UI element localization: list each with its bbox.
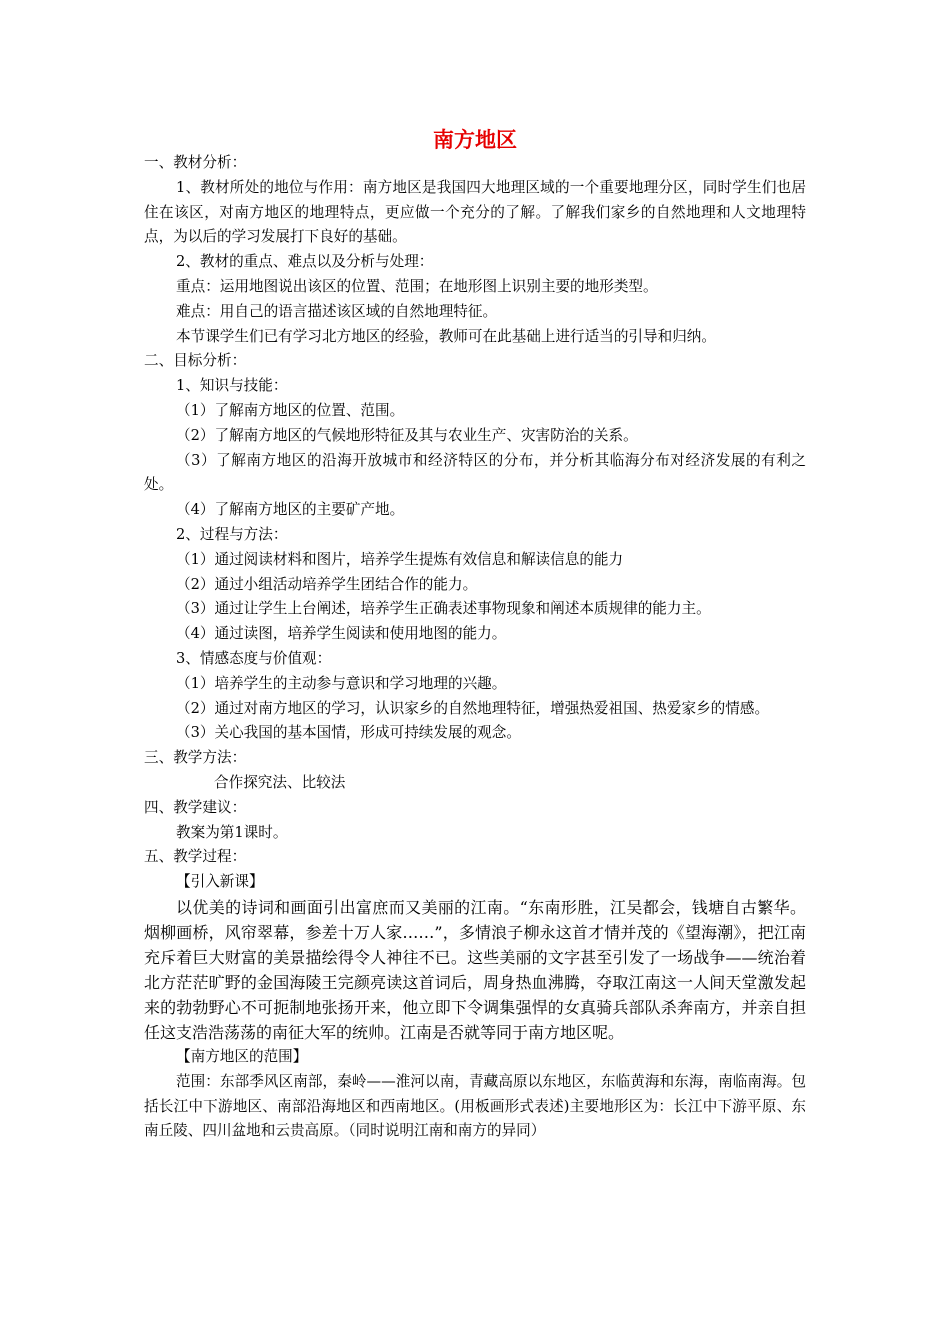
paragraph: 难点：用自己的语言描述该区域的自然地理特征。 [176,302,498,320]
paragraph: 二、目标分析： [144,352,247,370]
paragraph: （2）通过小组活动培养学生团结合作的能力。 [176,575,478,593]
paragraph: 五、教学过程： [144,848,247,866]
paragraph: 四、教学建议： [144,798,247,816]
paragraph: 【引入新课】 [176,873,264,891]
paragraph: 【南方地区的范围】 [176,1047,308,1065]
paragraph: 2、教材的重点、难点以及分析与处理： [176,253,434,271]
paragraph: （1）通过阅读材料和图片，培养学生提炼有效信息和解读信息的能力 [176,550,624,568]
document-body [144,151,806,1144]
paragraph: 2、过程与方法： [176,525,288,543]
paragraph: 三、教学方法： [144,749,247,767]
paragraph: （1）了解南方地区的位置、范围。 [176,401,405,419]
paragraph: （3）通过让学生上台阐述，培养学生正确表述事物现象和阐述本质规律的能力主。 [176,600,711,618]
paragraph: 以优美的诗词和画面引出富庶而又美丽的江南。“东南形胜，江吴都会，钱塘自古繁华。烟柳画桥，风帘翠幕，参差十万人家……”，多情浪子柳永这首才情并茂的《望海潮》，把江南充斥着巨大财富的美景描绘得令人神往不已。这些美丽的文字甚至引发了一场战争——统治着北方茫茫旷野的金国海陵王完颜亮读这首词后，周身热血沸腾，夺取江南这一人间天堂激发起来的勃勃野心不可扼制地张扬开来，他立即下令调集强悍的女真骑兵部队杀奔南方，并亲自担任这支浩浩荡荡的南征大军的统帅。江南是否就等同于南方地区呢。 [144,897,806,1042]
paragraph: 合作探究法、比较法 [214,773,346,791]
paragraph: 1、教材所处的地位与作用：南方地区是我国四大地理区域的一个重要地理分区，同时学生们也居住在该区，对南方地区的地理特点，更应做一个充分的了解。了解我们家乡的自然地理和人文地理特点，为以后的学习发展打下良好的基础。 [144,178,806,246]
paragraph: （2）了解南方地区的气候地形特征及其与农业生产、灾害防治的关系。 [176,426,638,444]
paragraph: （4）了解南方地区的主要矿产地。 [176,501,405,519]
paragraph: 1、知识与技能： [176,377,288,395]
paragraph: 3、情感态度与价值观： [176,649,332,667]
paragraph: （4）通过读图，培养学生阅读和使用地图的能力。 [176,625,507,643]
document-title: 南方地区 [433,128,517,152]
paragraph: 范围：东部季风区南部，秦岭——淮河以南，青藏高原以东地区，东临黄海和东海，南临南海。包括长江中下游地区、南部沿海地区和西南地区。(用板画形式表述)主要地形区为：长江中下游平原、东南丘陵、四川盆地和云贵高原。（同时说明江南和南方的异同） [144,1072,806,1140]
paragraph: 重点：运用地图说出该区的位置、范围；在地形图上识别主要的地形类型。 [176,277,658,295]
paragraph: 本节课学生们已有学习北方地区的经验，教师可在此基础上进行适当的引导和归纳。 [176,327,716,345]
paragraph: 一、教材分析： [144,154,247,171]
paragraph: （2）通过对南方地区的学习，认识家乡的自然地理特征，增强热爱祖国、热爱家乡的情感。 [176,699,770,717]
paragraph: （3）关心我国的基本国情，形成可持续发展的观念。 [176,724,521,742]
paragraph: （1）培养学生的主动参与意识和学习地理的兴趣。 [176,674,507,692]
paragraph: （3）了解南方地区的沿海开放城市和经济特区的分布，并分析其临海分布对经济发展的有利之处。 [144,451,806,494]
paragraph: 教案为第1课时。 [176,823,288,841]
